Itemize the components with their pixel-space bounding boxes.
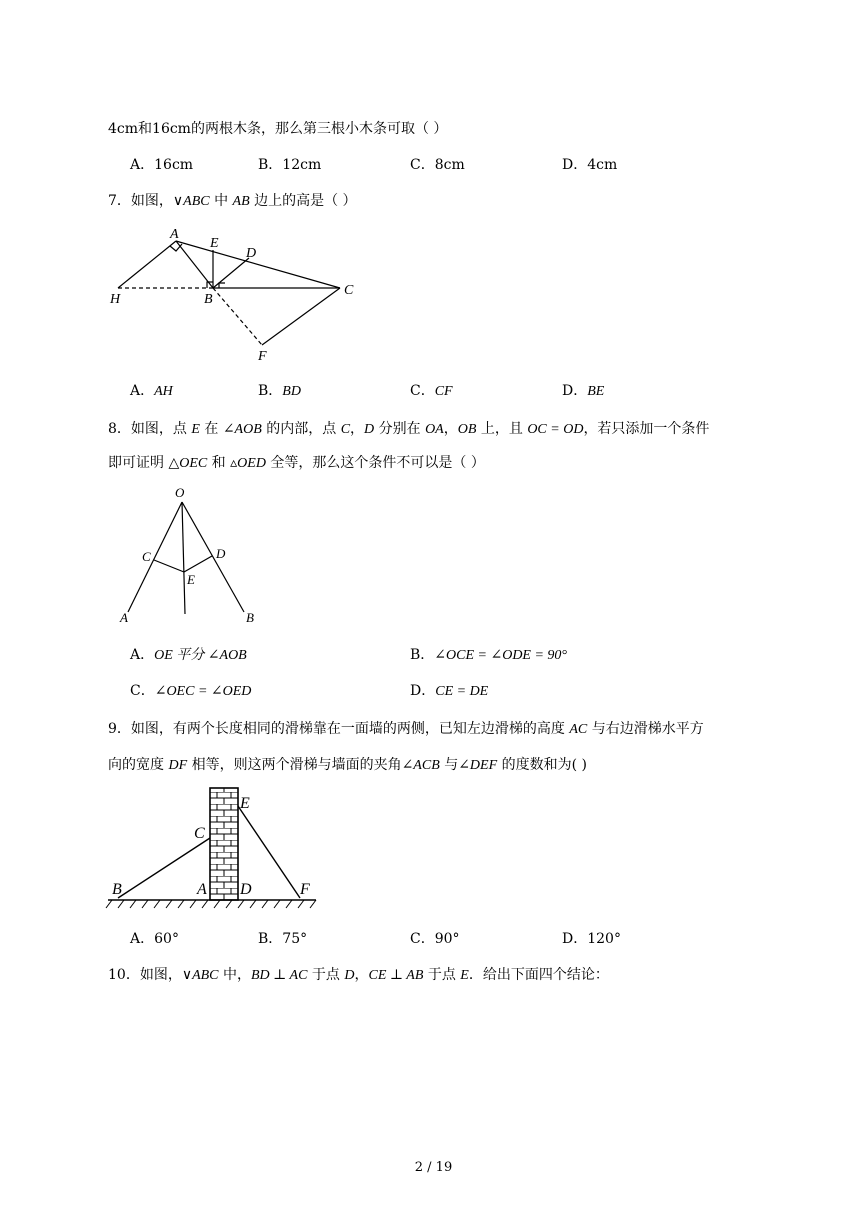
option-label: D． (562, 383, 588, 399)
q8-ray-oa: OA (425, 422, 444, 437)
label-a: A (170, 227, 179, 242)
option-label: A． (130, 383, 155, 399)
q7-text-tail: 边上的高是（ ） (249, 193, 357, 209)
label-b: B (246, 610, 254, 625)
q6-length-a: 4cm (108, 121, 139, 137)
option-text: BE (587, 384, 605, 399)
option-text: 60° (154, 931, 179, 947)
q8-text: ， (443, 421, 458, 437)
q8-point-e: E (191, 422, 200, 437)
option-label: C． (410, 383, 435, 399)
q10-point-d: D (344, 968, 355, 983)
q9-option-c[interactable] (410, 928, 460, 948)
option-text: OE 平分 ∠AOB (154, 648, 247, 663)
label-a: A (197, 881, 207, 898)
q8-text: 在 (199, 421, 223, 437)
option-label: B． (258, 383, 283, 399)
q8-text: 即可证明 (108, 455, 169, 471)
q6-text-tail: 的两根木条，那么第三根小木条可取（ ） (190, 121, 448, 137)
q8-ray-ob: OB (457, 422, 477, 437)
option-text: CE = DE (435, 684, 489, 699)
q8-text: 全等，那么这个条件不可以是（ ） (265, 455, 485, 471)
q8-angle-aob: ∠AOB (222, 422, 262, 437)
option-label: D． (410, 683, 436, 699)
q8-text: 的内部，点 (261, 421, 341, 437)
q10-text: ， (354, 967, 369, 983)
label-c: C (194, 825, 205, 842)
q10-text: 中， (218, 967, 251, 983)
q8-condition: OC = OD (527, 422, 584, 437)
label-h: H (110, 292, 121, 307)
q8-text: 上，且 (476, 421, 528, 437)
triangle-symbol: ∨ (172, 193, 184, 209)
q9-option-b[interactable] (258, 928, 307, 948)
label-f: F (300, 881, 310, 898)
page-number: 2 / 19 (414, 1160, 453, 1175)
option-text: AH (154, 384, 173, 399)
q10-bd-perp-ac: BD ⊥ AC (250, 968, 308, 983)
brick-wall (210, 788, 238, 900)
q10-text: 10．如图， (108, 967, 182, 983)
label-d: D (240, 881, 252, 898)
q9-angle-def: ∠DEF (458, 758, 498, 773)
q9-text: 的度数和为( ) (497, 757, 587, 773)
option-label: D． (562, 931, 588, 947)
q9-text: 与 (439, 757, 459, 773)
q7-side-name: AB (232, 194, 250, 209)
q9-text: 9．如图，有两个长度相同的滑梯靠在一面墙的两侧，已知左边滑梯的高度 (108, 721, 570, 737)
option-text: 120° (587, 931, 621, 947)
q10-point-e: E (460, 968, 469, 983)
option-text: ∠OEC = ∠OED (154, 684, 252, 699)
option-text: 8cm (434, 157, 465, 173)
label-e: E (240, 795, 250, 812)
q9-segment-ac: AC (569, 722, 588, 737)
option-text: 75° (282, 931, 308, 947)
option-label: D． (562, 157, 588, 173)
q6-text-and: 和 (138, 121, 153, 137)
q9-option-d[interactable] (562, 928, 621, 948)
q10-text: 于点 (423, 967, 461, 983)
option-label: B． (258, 157, 283, 173)
option-text: 4cm (587, 157, 618, 173)
q8-triangle-oec: △OEC (168, 456, 208, 471)
option-text: 16cm (154, 157, 194, 173)
label-d: D (216, 546, 226, 561)
label-b: B (204, 292, 213, 307)
q8-point-d: D (364, 422, 375, 437)
label-d: D (246, 246, 257, 261)
q9-text: 与右边滑梯水平方 (587, 721, 704, 737)
option-label: C． (130, 683, 155, 699)
label-e: E (210, 236, 219, 251)
label-e: E (187, 572, 195, 587)
option-label: B． (410, 647, 435, 663)
label-c: C (142, 549, 151, 564)
q8-text: ， (350, 421, 365, 437)
option-text: 12cm (282, 157, 322, 173)
option-label: A． (130, 647, 155, 663)
option-label: B． (258, 931, 283, 947)
q9-segment-df: DF (168, 758, 188, 773)
q8-text: ，若只添加一个条件 (583, 421, 710, 437)
q7-number: 7．如图， (108, 193, 173, 209)
q6-length-b: 16cm (152, 121, 191, 137)
q10-triangle-abc: ∨ABC (181, 968, 219, 983)
q10-ce-perp-ab: CE ⊥ AB (368, 968, 424, 983)
label-b: B (112, 881, 122, 898)
option-text: ∠OCE = ∠ODE = 90° (434, 648, 568, 663)
q9-text: 向的宽度 (108, 757, 169, 773)
q8-text: 和 (207, 455, 231, 471)
option-label: A． (130, 157, 155, 173)
option-label: A． (130, 931, 155, 947)
q10-stem (108, 964, 609, 984)
q9-option-a[interactable] (130, 928, 179, 948)
q8-text: 分别在 (374, 421, 426, 437)
q10-text: ．给出下面四个结论： (468, 967, 609, 983)
label-a: A (120, 610, 128, 625)
q8-point-c: C (340, 422, 351, 437)
q9-text: 相等，则这两个滑梯与墙面的夹角 (187, 757, 402, 773)
q8-triangle-oed: ▵OED (230, 456, 266, 471)
option-text: CF (434, 384, 453, 399)
ground-hatching (106, 900, 316, 908)
label-c: C (344, 283, 354, 298)
q10-text: 于点 (307, 967, 345, 983)
q8-text: 8．如图，点 (108, 421, 192, 437)
option-text: 90° (434, 931, 460, 947)
option-label: C． (410, 931, 435, 947)
q9-angle-acb: ∠ACB (401, 758, 440, 773)
option-text: BD (282, 384, 301, 399)
label-o: O (175, 485, 185, 500)
q7-triangle-name: ABC (183, 194, 210, 209)
option-label: C． (410, 157, 435, 173)
q7-text-mid: 中 (209, 193, 233, 209)
label-f: F (258, 349, 267, 364)
